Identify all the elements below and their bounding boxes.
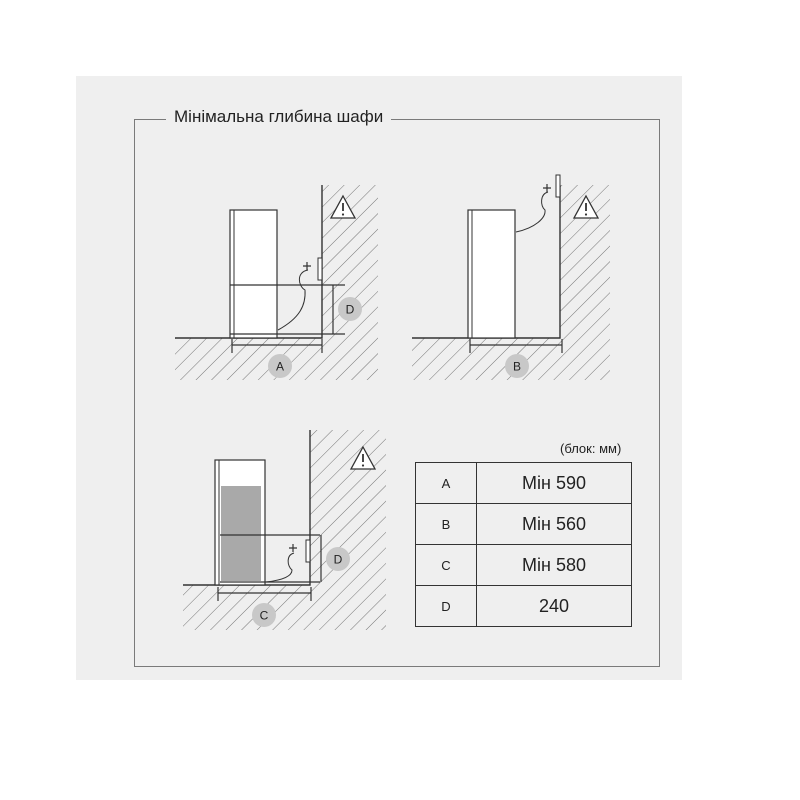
table-key: D xyxy=(416,586,477,627)
table-value: Мін 590 xyxy=(477,463,632,504)
label-d: D xyxy=(333,552,343,567)
table-key: A xyxy=(416,463,477,504)
wall-socket xyxy=(318,258,322,280)
unit-note: (блок: мм) xyxy=(560,441,622,456)
table-key: B xyxy=(416,504,477,545)
dimension-table xyxy=(415,462,632,627)
table-value: Мін 560 xyxy=(477,504,632,545)
table-row xyxy=(416,586,632,627)
wall-socket xyxy=(556,175,560,197)
label-d: D xyxy=(345,302,355,317)
pipe-connection-icon xyxy=(266,544,297,582)
pipe-connection-icon xyxy=(516,184,551,232)
table-row xyxy=(416,463,632,504)
label-c: C xyxy=(259,608,269,623)
unit-body xyxy=(230,210,277,338)
figure-top-left xyxy=(175,185,378,380)
table-value: Мін 580 xyxy=(477,545,632,586)
unit-water-fill xyxy=(221,486,261,581)
table-value: 240 xyxy=(477,586,632,627)
wall-socket xyxy=(306,540,310,562)
figure-top-right xyxy=(412,175,610,380)
figure-bottom xyxy=(183,430,386,630)
table-row xyxy=(416,545,632,586)
table-key: C xyxy=(416,545,477,586)
section-title: Мінімальна глибина шафи xyxy=(166,104,391,130)
pipe-connection-icon xyxy=(278,262,311,330)
label-a: A xyxy=(275,359,285,374)
label-b: B xyxy=(512,359,522,374)
table-row xyxy=(416,504,632,545)
unit-body xyxy=(468,210,515,338)
